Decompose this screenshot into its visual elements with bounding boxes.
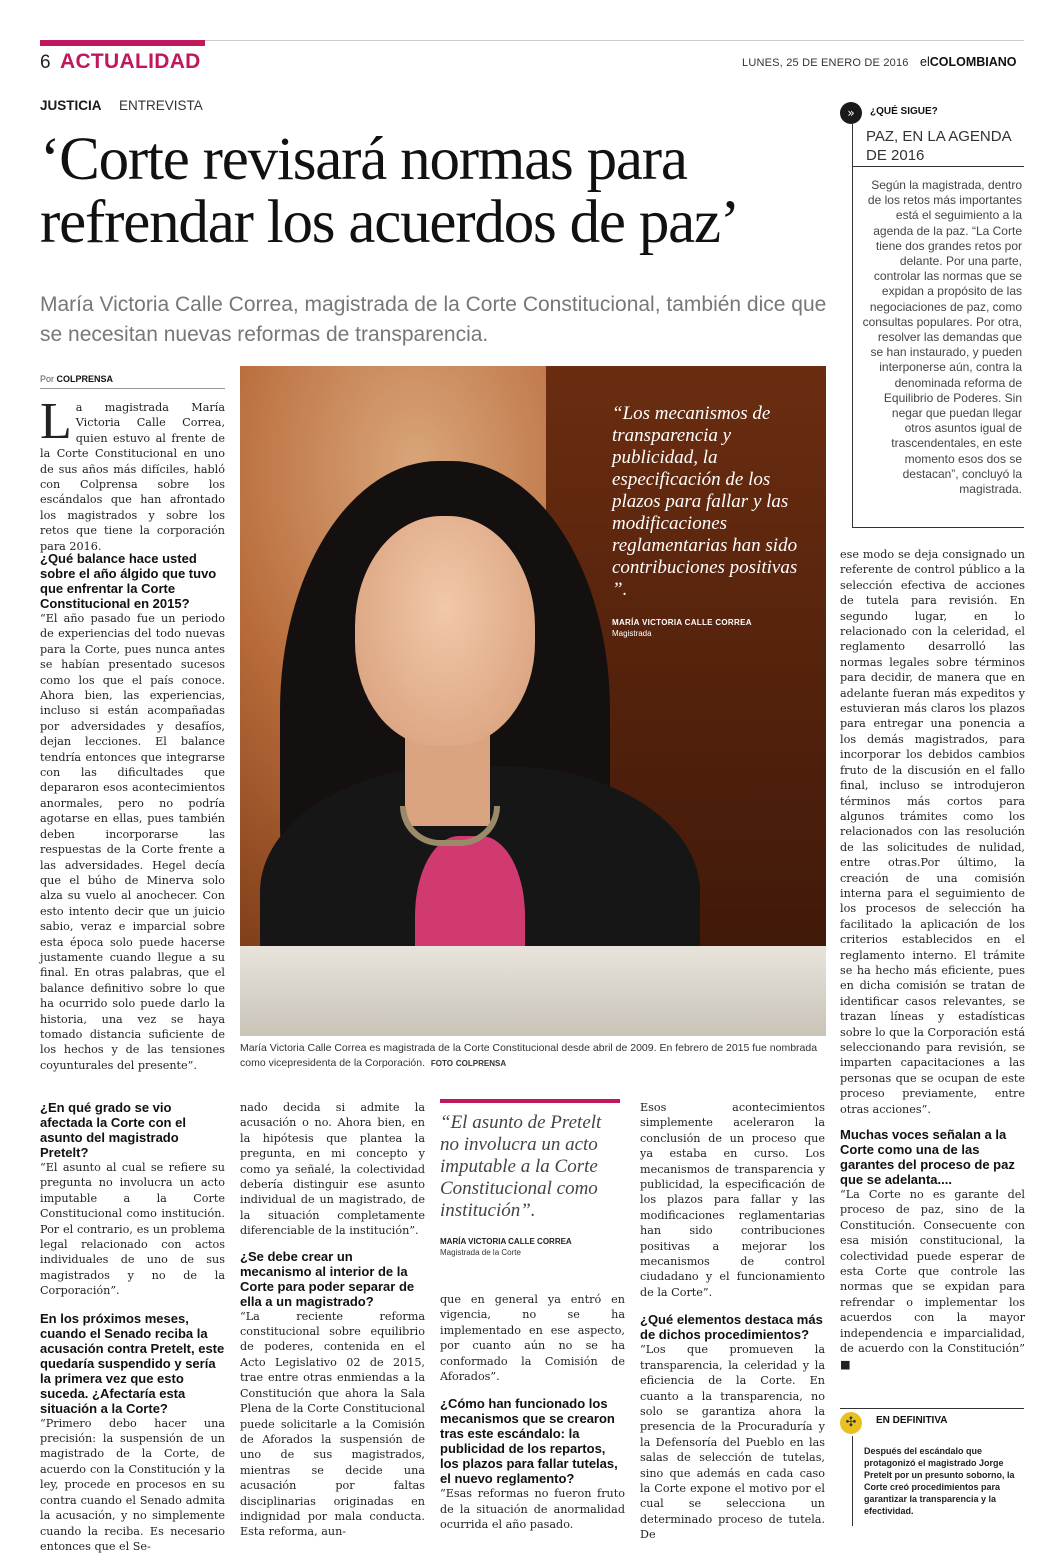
column-3-lower [440,1292,625,1533]
answer-2: “El asunto al cual se refiere su pregunta no involucra un acto imputable a la Corte Constitucional como institución. Por el contrario, es un problema legal relacionado con actos individuales de uno de sus magistrados y no de la Corporación”. [40,1161,225,1298]
lede-paragraph [40,393,225,554]
column-1-body [40,551,225,1073]
logo-name: COLOMBIANO [929,55,1017,69]
credit-name: COLPRENSA [455,1059,507,1068]
answer-4: “La reciente reforma constitucional sobre equilibrio de poderes, contenida en el Acto Legislativo 02 de 2015, trae entre otras enmiendas a la Constitución que ahora la Sala Plena de la Corte Constitucional puede solicitarle a la Comisión de Aforados la suspensión de uno de sus magistrados, mientras se decide una acusación por faltas disciplinarias originadas en indignidad por mala conducta. Esta reforma, aun- [240,1309,425,1539]
definitiva-label: EN DEFINITIVA [876,1415,948,1426]
answer-3: “Primero debo hacer una precisión: la suspensión de un magistrado de la Corte, de acuerdo con la Constitución y la ley, procede en procesos en su contra cuando el Senado admita la acusación, y no simplemente cuando la reciba. Es necesario entonces que el Se- [40,1416,225,1553]
answer-7-text: “La Corte no es garante del proceso de paz, sino de la Constitución. Consecuente con esa misión constitucional, la colectividad puede esperar de esta Corte que controle las normas que se expidan para refrendar o implementar los acuerdos con la mayor independencia e imparcialidad, de acuerdo con la Constitución” [840,1188,1025,1356]
target-icon: ✣ [840,1412,862,1434]
issue-date: LUNES, 25 DE ENERO DE 2016 [742,57,909,69]
answer-5: “Esas reformas no fueron fruto de la situación de anormalidad ocurrida el año pasado. [440,1487,625,1532]
byline-prefix: Por [40,374,55,384]
column-4-lower [640,1100,825,1543]
section-color-bar [40,40,205,46]
column-5-body [840,547,1025,1372]
photo-pullquote-role: Magistrada [612,629,652,638]
newspaper-logo [920,55,1017,69]
photo-subject-face [355,516,535,746]
answer-6-continued: ese modo se deja consignado un referente de control público a la selección efectiva de acciones de tutela para revisión. En segundo lugar, en lo relacionado con la celeridad, el reglamento desarrolló las normas legales sobre términos para decidir, de manera que en adelante fueran más expeditos y estuvieran más claros los plazos para entregar una ponencia a los demás magistrados, para incorporar los debidos cambios fruto de la discusión en el fallo final, incluso se introdujeron términos más cortos para algunos trámites como los relacionados con las resolución de las solicitudes de nulidad, entre otras.Por último, la creación de una comisión interna para el seguimiento de los procesos de selección ha facilitado la aplicación de los criterios establecidos en el reglamento interno. El trámite se ha hecho más eficiente, pues en dicha comisión se tratan de identificar casos relevantes, se trazan líneas y estadísticas sobre lo que la Corporación está seleccionando para revisión, se imparten capacitaciones a las personas que se ocupan de este proceso previamente, entre otras acciones”. [840,548,1025,1116]
double-chevron-right-icon: » [840,102,862,124]
photo-pullquote-name: MARÍA VICTORIA CALLE CORREA [612,618,752,627]
question-4: ¿Se debe crear un mecanismo al interior de la Corte para poder separar de ella a un magistrado? [240,1248,415,1309]
answer-6: “Los que promueven la transparencia, la celeridad y la eficiencia de la Corte. En cuanto a la transparencia, no solo se garantiza ahora la presencia de la Procuraduría y la Defensoría del Pueblo en las salas de selección de tutelas, sino que además en cada caso la Corte expone el motivo por el cual se selecciona un determinado proceso de tutela. De [640,1343,825,1542]
question-6: ¿Qué elementos destaca más de dichos procedimientos? [640,1312,823,1343]
question-7: Muchas voces señalan a la Corte como una de las garantes del proceso de paz que se adelanta.... [840,1127,1015,1188]
answer-4-continued: que en general ya entró en vigencia, no se ha implementado en ese aspecto, por cuanto aún no se ha conformado la Comisión de Aforados”. [440,1293,625,1384]
sidebar-title-rule [852,166,1024,167]
drop-cap: L [40,393,72,450]
kicker-sub: ENTREVISTA [119,98,203,113]
sidebar-title: PAZ, EN LA AGENDA DE 2016 [866,128,1011,164]
byline-name: COLPRENSA [56,374,114,384]
answer-7 [840,1187,1025,1372]
pullquote-2-bar [440,1099,620,1103]
answer-1: “El año pasado fue un periodo de experiencias del todo nuevas para la Corte, pues nunca antes se habían presentado sucesos como los que el país conoce. Ahora bien, las experiencias, incluso si están acompañadas por adversidades y desafíos, dejan lecciones. El balance tendría entonces que integrarse con las dificultades que depararon esos acontecimientos anormales, pero no podría agotarse en ellas, pues también deben incorporarse las respuestas de la Corte frente a las adversidades. Hegel decía que el búho de Minerva solo alza su vuelo al anochecer. Con esto intento decir que un juicio sabio, veraz e imparcial sobre esta época solo puede hacerse justamente cuando llegue a su final. En otras palabras, que el balance definitivo sobre lo que ha ocurrido solo puede darlo la historia, una vez se haya tomado distancia suficiente de los hechos y de las tensiones coyunturales del presente”. [40,612,225,1072]
photo-caption [240,1041,826,1071]
sidebar-label: ¿QUÉ SIGUE? [870,106,938,117]
subheadline: María Victoria Calle Correa, magistrada de la Corte Constitucional, también dice que se necesitan nuevas reformas de transparencia. [40,293,827,346]
credit-label: FOTO [430,1059,453,1068]
page-number: 6 [40,52,51,73]
section-title: ACTUALIDAD [60,50,201,73]
question-1: ¿Qué balance hace usted sobre el año álgido que tuvo que enfrentar la Corte Constitucional en 2015? [40,551,217,611]
kicker-main: JUSTICIA [40,98,102,113]
photo-table [240,946,826,1036]
photo-pullquote: “Los mecanismos de transparencia y publicidad, la especificación de los plazos para fallar y las modificaciones reglamentarias han sido contribuciones positivas ”. [612,403,798,600]
column-1-lower [40,1100,225,1554]
byline-rule [40,388,225,389]
answer-5-continued: Esos acontecimientos simplemente aceleraron la conclusión de un proceso que ya estaba en curso. Los mecanismos de transparencia y publicidad, la especificación de los plazos para fallar y las modificaciones reglamentarias han sido contribuciones positivas a mejorar los mecanismos de control ciudadano y el funcionamiento de la Corte”. [640,1101,825,1299]
column-2-lower [240,1100,425,1540]
caption-text: María Victoria Calle Correa es magistrada de la Corte Constitucional desde abril de 2009. En febrero de 2015 fue nombrada como vicepresidenta de la Corporación. [240,1042,818,1069]
question-2: ¿En qué grado se vio afectada la Corte con el asunto del magistrado Pretelt? [40,1100,186,1160]
logo-prefix: el [920,55,930,69]
sidebar-text: Según la magistrada, dentro de los retos más importantes está el seguimiento a la agenda de la paz. “La Corte tiene dos grandes retos por delante. Por una parte, controlar las normas que se expidan a propósito de las negociaciones de paz, como consultas populares. Por otra, resolver las demandas que se han instaurado, y pueden interponerse aún, contra la denominada reforma de Equilibrio de Poderes. Sin negar que puedan llegar otros asuntos igual de trascendentales, en este momento esos dos se destacan”, concluyó la magistrada. [862,178,1022,497]
byline [40,374,113,384]
definitiva-rule [840,1408,1024,1409]
pullquote-2: “El asunto de Pretelt no involucra un acto imputable a la Corte Constitucional como institución”. [440,1112,602,1221]
end-mark: ■ [840,1357,851,1371]
pullquote-2-name: MARÍA VICTORIA CALLE CORREA [440,1237,572,1246]
headline: ‘Corte revisará normas para refrendar los acuerdos de paz’ [40,126,739,256]
pullquote-2-role: Magistrada de la Corte [440,1248,521,1257]
question-5: ¿Cómo han funcionado los mecanismos que se crearon tras este escándalo: la publicidad de los repartos, los plazos para fallar tutelas, el nuevo reglamento? [440,1396,618,1487]
lede-text: a magistrada María Victoria Calle Correa, quien estuvo al frente de la Corte Constitucional en uno de sus años más difíciles, habló con Colprensa sobre los escándalos que han afrontado los magistrados y sobre los retos que tiene la corporación para 2016. [40,401,225,553]
answer-3-continued: nado decida si admite la acusación o no. Ahora bien, en la hipótesis que plantea la pregunta, en mi concepto y como ya señalé, la colectividad debería distinguir ese asunto individual de un magistrado, de la situación completamente diferenciable de la institución”. [240,1101,425,1238]
question-3: En los próximos meses, cuando el Senado reciba la acusación contra Pretelt, este quedaría suspendido y sería la primera vez que esto suceda. ¿Afectaría esta situación a la Corte? [40,1310,225,1416]
definitiva-text: Después del escándalo que protagonizó el magistrado Jorge Pretelt por un presunto soborno, la Corte creó procedimientos para garantizar la transparencia y la efectividad. [864,1446,1015,1516]
